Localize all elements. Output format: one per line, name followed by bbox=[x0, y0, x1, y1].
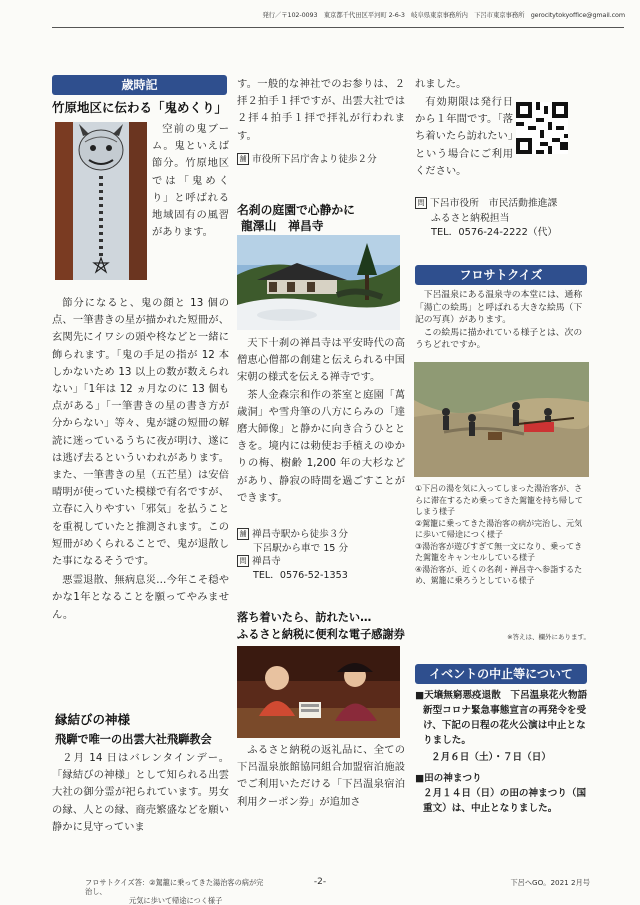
zensho-contact-row bbox=[237, 555, 405, 569]
saijiki-paragraph-1: 空前の鬼ブーム。鬼といえば節分。竹原地区では「鬼めくり」と呼ばれる地域固有の風習があります。 bbox=[152, 123, 229, 239]
event-1-title: ■天壌無窮悪疫退散 下呂温泉花火物語 bbox=[415, 690, 588, 701]
header-divider bbox=[52, 27, 624, 28]
coupon-photo-illustration bbox=[237, 646, 400, 738]
zensho-garden-illustration bbox=[237, 235, 400, 330]
event-2-title: ■田の神まつり bbox=[415, 773, 482, 784]
saijiki-body bbox=[52, 295, 229, 624]
event-2-body: ２月１４日（日）の田の神まつり（国重文）は、中止となりました。 bbox=[423, 788, 587, 814]
furusato-tel: TEL．0576-24-2222（代） bbox=[431, 227, 558, 238]
zensho-title-1: 名刹の庭園で心静かに bbox=[237, 203, 355, 217]
event-1-date: ２月６日（土）・７日（日） bbox=[431, 752, 551, 763]
issue-label: 下呂へGO。2021 2月号 bbox=[510, 878, 590, 887]
contact-icon: 問 bbox=[237, 555, 249, 567]
enmusubi-subheading: 飛騨で唯一の出雲大社飛騨教会 bbox=[55, 733, 212, 746]
zensho-access-1: 禅昌寺駅から徒歩３分 bbox=[252, 529, 348, 540]
quiz-paragraph-2: この絵馬に描かれている様子とは、次のうちどれですか。 bbox=[415, 327, 583, 351]
zensho-access-2: 下呂駅から車で 15 分 bbox=[253, 542, 349, 554]
furusato-contact-2: ふるさと納税担当 bbox=[431, 212, 510, 224]
saijiki-title: 竹原地区に伝わる「鬼めくり」 bbox=[52, 100, 228, 115]
coupon-validity-text: 有効期限は発行日から１年間です。「落ち着いたら訪れたい」という場合にご利用ください。 bbox=[415, 96, 513, 177]
access-icon: 舗 bbox=[237, 153, 249, 165]
zensho-paragraph-2: 茶人金森宗和作の茶室と庭園「萬歳洞」や雪舟筆の八方にらみの「達磨大師像」と静かに向き合うひとときを。境内には勅使お手植えのゆかりの梅、樹齢 1,200 年の大杉などがあり、静寂の時間を過ごすことができます。 bbox=[237, 388, 405, 504]
saijiki-band: 歳時記 bbox=[52, 75, 227, 95]
enmusubi-paragraph: ２月 14 日はバレンタインデー。「縁結びの神様」として知られる出雲大社の御分霊が祀られています。男女の縁、人との縁、商売繁盛などを願い静かに見守っていま bbox=[52, 752, 229, 833]
coupon-continued bbox=[415, 76, 590, 93]
zensho-access-row-1 bbox=[237, 528, 405, 542]
saijiki-paragraph-3: 悪霊退散、無病息災…今年こそ穏やかな1年となることを願ってやみません。 bbox=[52, 574, 229, 621]
quiz-option-3: ③湯治客が遊びすぎて無一文になり、乗ってきた駕籠をキャンセルしている様子 bbox=[415, 541, 583, 562]
page-number: -2- bbox=[313, 877, 327, 887]
quiz-band: フロサトクイズ bbox=[415, 265, 587, 285]
quiz-answer-line-2: 元気に歩いて帰途につく様子 bbox=[129, 896, 223, 905]
qr-code-pattern bbox=[516, 102, 568, 154]
contact-icon: 問 bbox=[415, 197, 427, 209]
ema-painting-image bbox=[414, 362, 589, 477]
events-list bbox=[415, 688, 593, 816]
coupon-photo bbox=[237, 646, 400, 738]
event-1-body: 新型コロナ緊急事態宣言の再発令を受け、下記の日程の花火公演は中止となりました。 bbox=[423, 705, 587, 746]
zensho-paragraph-1: 天下十刹の禅昌寺は平安時代の高僧恵心僧都の創建と伝えられる中国宋朝の様式を伝える禅寺です。 bbox=[237, 337, 405, 384]
quiz-option-4: ④湯治客が、近くの名刹・禅昌寺へ参詣するため、駕籠に乗ろうとしている様子 bbox=[415, 564, 583, 585]
events-band: イベントの中止等について bbox=[415, 664, 587, 684]
izumo-continued-text: す。一般的な神社でのお参りは、２拝２拍手１拝ですが、出雲大社では２拝４拍手１拝で拝礼が行われます。 bbox=[237, 78, 405, 142]
publisher-info: 発行／〒102-0093 東京都千代田区平河町 2-6-3 岐阜県東京事務所内 下呂市東京事務所 gerocitytokyoffice@gmail.com bbox=[262, 11, 625, 19]
quiz-option-1: ①下呂の湯を気に入ってしまった湯治客が、さらに滞在するため乗ってきた駕籠を持ち帰してしまう様子 bbox=[415, 484, 583, 516]
coupon-title-2: ふるさと納税に便利な電子感謝券 bbox=[237, 628, 405, 641]
furusato-contact bbox=[415, 197, 595, 241]
ema-painting-illustration bbox=[414, 362, 589, 477]
coupon-validity bbox=[415, 94, 513, 180]
quiz-intro bbox=[415, 289, 588, 352]
oni-mekuri-image bbox=[55, 122, 147, 280]
zensho-title-2: 龍澤山 禅昌寺 bbox=[241, 219, 324, 233]
quiz-answer-footer bbox=[85, 878, 265, 905]
coupon-paragraph: ふるさと納税の返礼品に、全ての下呂温泉旅館協同組合加盟宿泊施設でご利用いただける「下呂温泉宿泊利用クーポン券」が追加さ bbox=[237, 744, 405, 808]
qr-code[interactable] bbox=[516, 102, 568, 154]
izumo-continued bbox=[237, 76, 405, 145]
zensho-garden-image bbox=[237, 235, 400, 330]
saijiki-paragraph-2: 節分になると、鬼の顔と 13 個の点、一筆書きの星が描かれた短冊が、玄関先にイワシの頭や柊などと一緒に飾られます。「鬼の手足の指が 12 本しかないため 13 以上の数が数えられない」「1年は 12 ヵ月なのに 13 個も点がある」「一筆書きの星の書き方が分からない」等々、鬼が謎の短冊の解読に迷っているうちに夜が明け、遂には逃げ去るといういわれがあります。また、一筆書きの星（五芒星）は安倍晴明が使っていた模様で有名ですが、立春に入りやすい「邪気」を払うことを重視していたと推測されます。この短冊がめくられることで、鬼が退散した事になるそうです。 bbox=[52, 297, 229, 568]
izumo-access bbox=[237, 153, 405, 167]
quiz-options bbox=[415, 483, 590, 587]
zensho-tel: TEL．0576-52-1353 bbox=[253, 569, 348, 581]
zensho-info bbox=[237, 528, 405, 582]
saijiki-intro bbox=[152, 121, 229, 241]
coupon-title-1: 落ち着いたら、訪れたい… bbox=[237, 611, 372, 624]
furusato-contact-1: 下呂市役所 市民活動推進課 bbox=[430, 198, 558, 209]
quiz-paragraph-1: 下呂温泉にある温泉寺の本堂には、通称「湯亡の絵馬」と呼ばれる大きな絵馬（下記の写真）があります。 bbox=[415, 290, 583, 326]
coupon-continued-text: れました。 bbox=[415, 78, 467, 90]
oni-mekuri-illustration bbox=[55, 122, 147, 280]
coupon-body bbox=[237, 742, 405, 811]
furusato-contact-row bbox=[415, 197, 595, 212]
izumo-access-text: 市役所下呂庁舎より徒歩２分 bbox=[252, 154, 377, 165]
enmusubi-body bbox=[52, 750, 229, 836]
zensho-name: 禅昌寺 bbox=[252, 556, 281, 567]
quiz-option-2: ②駕籠に乗ってきた湯治客の病が完治し、元気に歩いて帰途につく様子 bbox=[415, 518, 583, 539]
quiz-note: ※答えは、欄外にあります。 bbox=[507, 633, 590, 641]
enmusubi-heading: 縁結びの神様 bbox=[55, 712, 131, 727]
quiz-answer-line-1: フロサトクイズ答：②駕籠に乗ってきた湯治客の病が完治し、 bbox=[85, 878, 264, 896]
zensho-body bbox=[237, 335, 405, 507]
access-icon: 舗 bbox=[237, 528, 249, 540]
